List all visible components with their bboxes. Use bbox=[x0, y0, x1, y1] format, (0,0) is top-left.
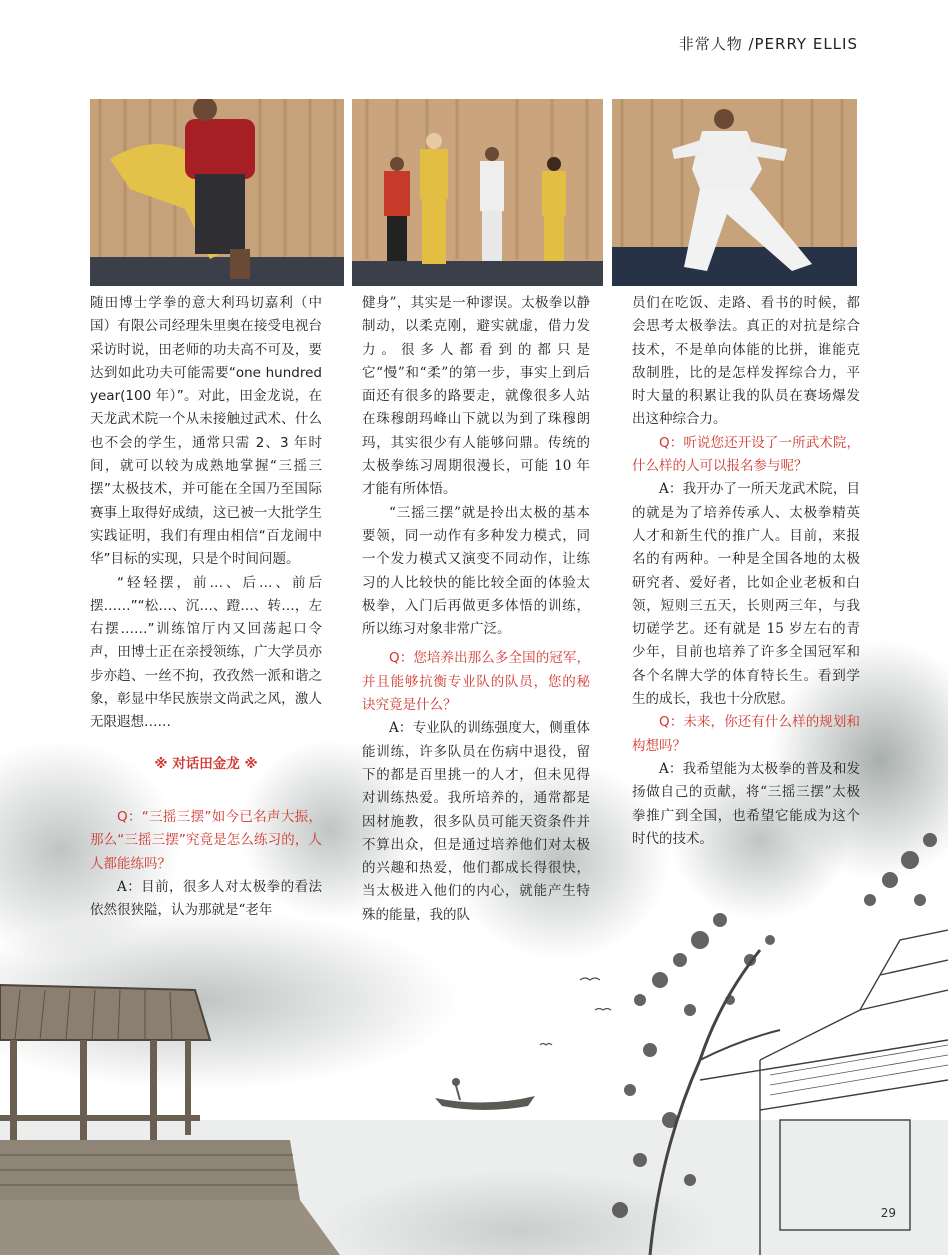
text-column-3 bbox=[632, 292, 860, 851]
paragraph: 随田博士学拳的意大利玛切嘉利（中国）有限公司经理朱里奥在接受电视台采访时说，田老师的功夫高不可及，要达到如此功夫可能需要“one hundred year(100 年）”。对此，田金龙说，在天龙武术院一个从未接触过武术、什么也不会的学生，通常只需 2、3 年时间，就可以较为成熟地掌握“三摇三摆”太极技术，并可能在全国乃至国际赛事上取得好成绩，这已被一大批学生实践证明，我们有理由相信“百龙闹中华”目标的实现，只是个时间问题。 bbox=[90, 295, 322, 568]
running-header: 非常人物 /PERRY ELLIS bbox=[678, 35, 858, 53]
photo-group-practice bbox=[352, 99, 603, 286]
question: Q：未来，你还有什么样的规划和构想吗？ bbox=[632, 714, 860, 754]
photo-taichi-demonstration bbox=[90, 99, 344, 286]
answer: A：我希望能为太极拳的普及和发扬做自己的贡献，将“三摇三摆”太极拳推广到全国，也希望它能成为这个时代的技术。 bbox=[632, 760, 860, 847]
question: Q：听说您还开设了一所武术院，什么样的人可以报名参与呢？ bbox=[632, 434, 860, 475]
answer: A：我开办了一所天龙武术院，目的就是为了培养传承人、太极拳精英人才和新生代的推广人。目前，来报名的有两种。一种是全国各地的太极研究者、爱好者，比如企业老板和白领，短则三五天，长则两三年，与我切磋学艺。还有就是 15 岁左右的青少年，目前也培养了许多全国冠军和各个名牌大学的体育特长生。看到学生的成长，我也十分欣慰。 bbox=[632, 481, 860, 708]
section-title: ※ 对话田金龙 ※ bbox=[154, 755, 258, 772]
paragraph: “轻轻摆，前…、后…、前后摆……”“松…、沉…、蹬…、转…，左右摆……”训练馆厅内又回荡起口令声，田博士正在亲授领练，广大学员亦步亦趋、一丝不拘，孜孜然一派和谐之象，彰显中华民族崇文尚武之风，激人无限遐想…… bbox=[90, 574, 322, 731]
answer: A：目前，很多人对太极拳的看法依然很狭隘，认为那就是“老年 bbox=[90, 878, 322, 919]
paragraph: 健身”，其实是一种谬误。太极拳以静制动，以柔克刚，避实就虚，借力发力。很多人都看到的都只是它“慢”和“柔”的第一步，事实上到后面还有很多的路要走，就像很多人站在珠穆朗玛峰山下就以为到了珠穆朗玛，其实很少有人能够问鼎。传统的太极拳练习周期很漫长，可能 10 年才能有所体悟。 bbox=[362, 295, 590, 498]
text-column-1 bbox=[90, 292, 322, 922]
question: Q：“三摇三摆”如今已名声大振，那么“三摇三摆”究竟是怎么练习的，人人都能练吗？ bbox=[90, 808, 322, 872]
answer: A：专业队的训练强度大，侧重体能训练，许多队员在伤病中退役，留下的都是百里挑一的人才，但未见得对训练热爱。我所培养的，通常都是因材施教，很多队员可能天资条件并不算出众，但是通过培养他们对太极的兴趣和热爱，他们都成长得很快，当太极进入他们的内心，就能产生特殊的能量，我的队 bbox=[362, 720, 590, 923]
text-column-2 bbox=[362, 292, 590, 927]
question: Q：您培养出那么多全国的冠军，并且能够抗衡专业队的队员，您的秘诀究竟是什么？ bbox=[362, 650, 590, 714]
paragraph: 员们在吃饭、走路、看书的时候，都会思考太极拳法。真正的对抗是综合技术，不是单向体能的比拼，谁能克敌制胜，比的是怎样发挥综合力，平时大量的积累让我的队员在赛场爆发出这种综合力。 bbox=[632, 295, 860, 428]
page-number: 29 bbox=[880, 1206, 896, 1220]
photo-master-stance bbox=[612, 99, 857, 286]
paragraph: “三摇三摆”就是拎出太极的基本要领，同一动作有多种发力模式，同一个发力模式又演变不同动作，让练习的人比较快的能比较全面的体验太极拳，入门后再做更多体悟的训练，所以练习对象非常广泛。 bbox=[362, 504, 590, 638]
